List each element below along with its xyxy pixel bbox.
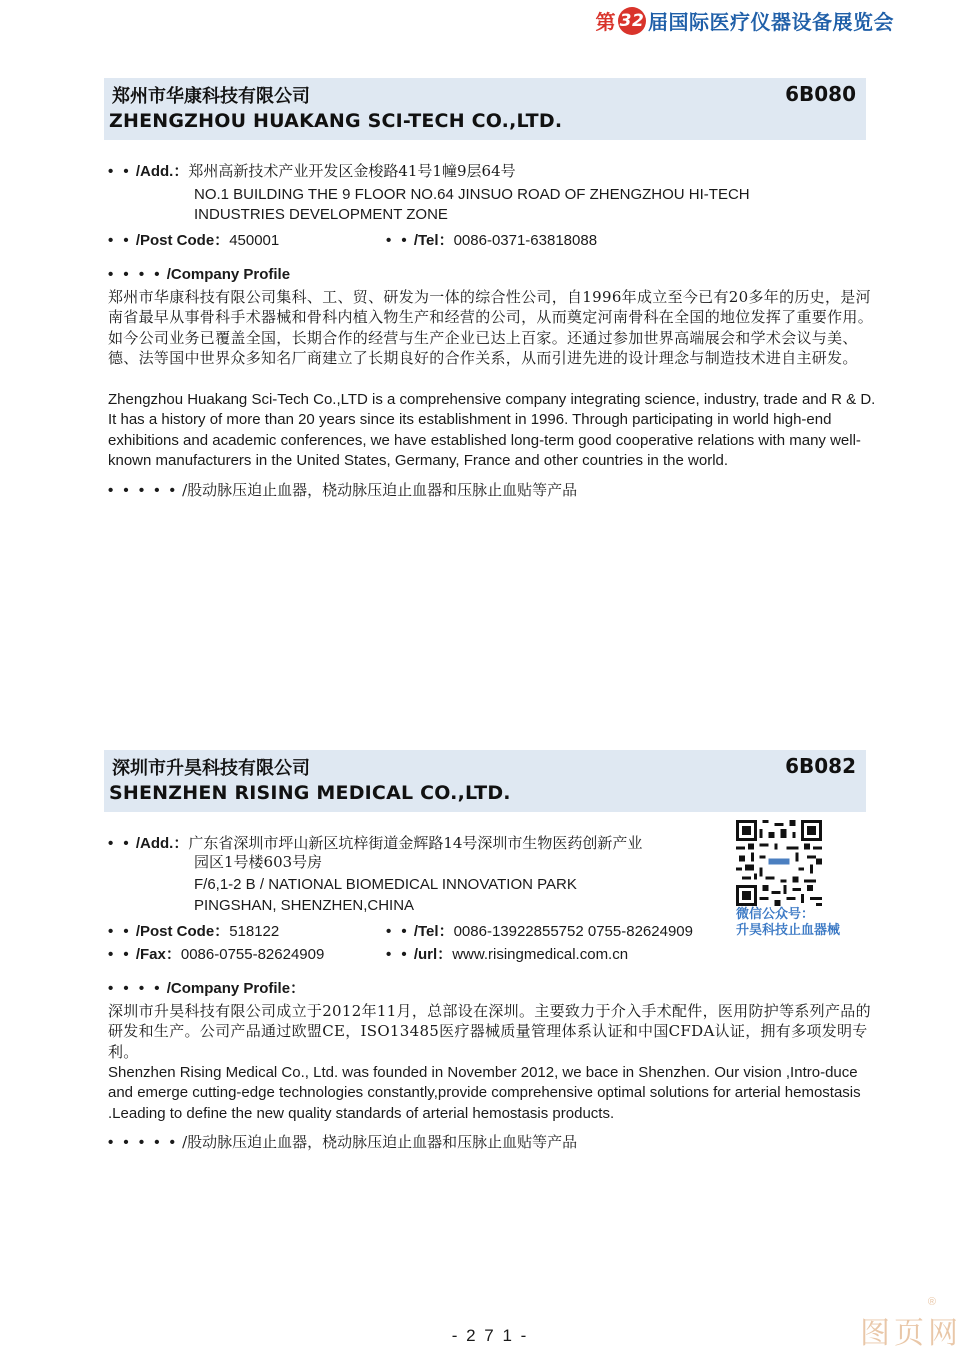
- company-name-en: SHENZHEN RISING MEDICAL CO.,LTD.: [109, 782, 511, 804]
- tel-label: /Tel：: [413, 923, 454, 940]
- watermark-logo: 图页网: [860, 1316, 962, 1351]
- exhibition-number: 32: [618, 7, 646, 35]
- address-cn-line-2: 园区1号楼603号房: [194, 853, 323, 871]
- post-code: 518122: [229, 923, 280, 940]
- company-name-bar: [104, 750, 866, 812]
- products-text: /股动脉压迫止血器，桡动脉压迫止血器和压脉止血贴等产品: [182, 481, 578, 499]
- address-cn: 郑州高新技术产业开发区金梭路41号1幢9层64号: [188, 162, 516, 180]
- booth-number: 6B080: [785, 82, 856, 106]
- wechat-label-line-1: 微信公众号：: [736, 907, 815, 922]
- address-en-line-2: INDUSTRIES DEVELOPMENT ZONE: [194, 206, 448, 223]
- products-text: /股动脉压迫止血器，桡动脉压迫止血器和压脉止血贴等产品: [182, 1133, 578, 1151]
- company-name-bar: [104, 78, 866, 140]
- address-en-line-1: NO.1 BUILDING THE 9 FLOOR NO.64 JINSUO ROAD OF ZHENGZHOU HI-TECH: [194, 186, 750, 203]
- profile-heading: • • • • /Company Profile：: [108, 980, 306, 997]
- wechat-label-line-2: 升昊科技止血器械: [736, 923, 841, 938]
- url-link[interactable]: www.risingmedical.com.cn: [452, 946, 629, 963]
- fax-row: • • /Fax：0086-0755-82624909: [108, 946, 325, 963]
- address-en-line-2: PINGSHAN, SHENZHEN,CHINA: [194, 897, 415, 914]
- fax-value: 0086-0755-82624909: [180, 946, 325, 963]
- profile-heading: • • • • /Company Profile: [108, 266, 291, 283]
- products-row: • • • • • /股动脉压迫止血器，桡动脉压迫止血器和压脉止血贴等产品: [108, 1133, 578, 1151]
- tel-value: 0086-0371-63818088: [453, 232, 598, 249]
- qr-code-icon: [736, 820, 822, 906]
- post-code-label: /Post Code：: [135, 232, 230, 249]
- exhibition-title: [596, 6, 895, 35]
- tel-row: • • /Tel：0086-13922855752 0755-82624909: [386, 923, 693, 940]
- profile-label: /Company Profile：: [166, 980, 306, 997]
- profile-label: /Company Profile: [166, 266, 291, 283]
- address-label: /Add.：: [135, 835, 189, 852]
- tel-value: 0086-13922855752 0755-82624909: [453, 923, 693, 940]
- address-en-line-1: F/6,1-2 B / NATIONAL BIOMEDICAL INNOVATION PARK: [194, 876, 577, 893]
- fax-label: /Fax：: [135, 946, 181, 963]
- post-code: 450001: [229, 232, 280, 249]
- exhibition-title-text: 届国际医疗仪器设备展览会: [648, 10, 894, 34]
- profile-cn: 深圳市升昊科技有限公司成立于2012年11月，总部设在深圳。主要致力于介入手术配件，医用防护等系列产品的研发和生产。公司产品通过欧盟CE，ISO13485医疗器械质量管理体系认证和中国CFDA认证，拥有多项发明专利。: [108, 1002, 871, 1061]
- company-name-cn: 深圳市升昊科技有限公司: [112, 758, 310, 779]
- company-name-cn: 郑州市华康科技有限公司: [112, 86, 310, 107]
- address-label: /Add.：: [135, 163, 189, 180]
- products-row: • • • • • /股动脉压迫止血器，桡动脉压迫止血器和压脉止血贴等产品: [108, 481, 578, 499]
- post-code-label: /Post Code：: [135, 923, 230, 940]
- exhibition-title-prefix: 第: [595, 10, 616, 34]
- booth-number: 6B082: [785, 754, 856, 778]
- tel-label: /Tel：: [413, 232, 454, 249]
- tel-row: • • /Tel：0086-0371-63818088: [386, 232, 598, 249]
- page-number: - 2 7 1 -: [451, 1326, 529, 1345]
- address-row: • • /Add.：广东省深圳市坪山新区坑梓街道金辉路14号深圳市生物医药创新产业: [108, 834, 643, 852]
- profile-en: Shenzhen Rising Medical Co., Ltd. was founded in November 2012, we bace in Shenzhen. Our vision ,Intro-duce and emerge cutting-edge technologies constantly,provide comprehensive optimal solutions for arterial hemostasis .Leading to define the new quality standards of arterial hemostasis products.: [108, 1064, 861, 1122]
- company-name-en: ZHENGZHOU HUAKANG SCI-TECH CO.,LTD.: [109, 110, 563, 132]
- profile-cn: 郑州市华康科技有限公司集科、工、贸、研发为一体的综合性公司，自1996年成立至今已有20多年的历史，是河南省最早从事骨科手术器械和骨科内植入物生产和经营的公司，从而奠定河南骨科在全国的地位发挥了重要作用。如今公司业务已覆盖全国，长期合作的经营与生产企业已达上百家。还通过参加世界高端展会和学术会议与美、德、法等国中世界众多知名厂商建立了长期良好的合作关系，从而引进先进的设计理念与制造技术进自主研发。: [108, 288, 874, 367]
- url-label: /url：: [413, 946, 453, 963]
- profile-en: Zhengzhou Huakang Sci-Tech Co.,LTD is a comprehensive company integrating science, industry, trade and R & D. It has a history of more than 20 years since its establishment in 1996. Through participating in world high-end exhibitions and academic conferences, we have established long-term good cooperative relations with many well-known manufacturers in the United States, Germany, France and other countries in the world.: [108, 391, 876, 469]
- address-row: • • /Add.：郑州高新技术产业开发区金梭路41号1幢9层64号: [108, 162, 516, 180]
- post-code-row: • • /Post Code：518122: [108, 923, 280, 940]
- wechat-label: [736, 907, 840, 939]
- url-row: • • /url：www.risingmedical.com.cn: [386, 946, 629, 963]
- address-cn-line-1: 广东省深圳市坪山新区坑梓街道金辉路14号深圳市生物医药创新产业: [188, 834, 643, 852]
- watermark-registered-mark: ®: [927, 1296, 936, 1308]
- post-code-row: • • /Post Code：450001: [108, 232, 280, 249]
